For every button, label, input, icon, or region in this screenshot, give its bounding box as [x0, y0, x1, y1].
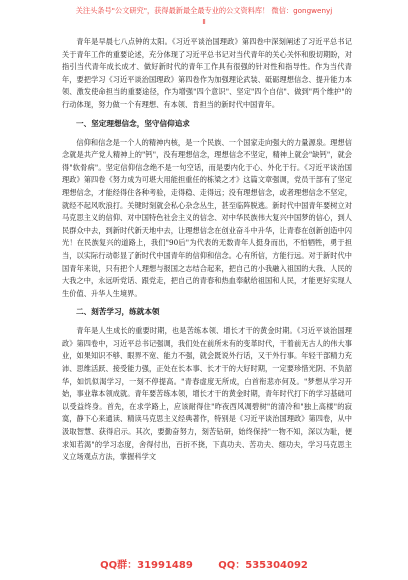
top-banner — [0, 0, 408, 32]
banner-marker: Ⅱ — [202, 17, 206, 26]
banner-promo-text: 关注头条号"公文研究"，获得最新最全最专业的公文资料库！ 微信：gongwenyj — [75, 6, 333, 15]
section-2-paragraph: 青年是人生成长的重要时期，也是苦练本领、增长才干的黄金时期。《习近平谈治国理政》第四卷中，习近平总书记强调，我们处在前所未有的变革时代，干着前无古人的伟大事业，如果知识不够、眼界不宽、能力不强，就会既说外行话，又干外行事。年轻干部精力充沛、思维活跃、接受能力强，正处在长本事、长才干的大好时期，一定要珍惜光阴、不负韶华，如饥似渴学习，一刻不停提高。"青春虚度无所成，白首衔悲亦何及。"梦想从学习开始，事业靠本领成就。青年要苦练本领，增长才干的黄金时期，青年时代打下的学习基础可以受益终身。首先，在求学路上，应该耐得住"昨夜西风凋碧树"的清冷和"独上高楼"的寂寞，静下心来通读、精读马克思主义经典著作，特别是《习近平谈治国理政》第四卷，从中汲取智慧、获得启示。其次，要勤奋努力，刻苦钻研，始终保持"一物不知，深以为耻，便求知若渴"的学习态度，舍得付出，百折不挠，下真功夫、苦功夫、细功夫，学习马克思主义立场观点方法，掌握科学文 — [62, 326, 352, 462]
footer-qq: QQ：535304092 — [218, 560, 308, 571]
footer-qq-group: QQ群：31991489 — [100, 560, 193, 571]
document-body — [62, 36, 352, 469]
section-1-paragraph: 信仰和信念是一个人的精神内核，是一个民族、一个国家走向强大的力量源泉。理想信念就是共产党人精神上的"钙"，没有理想信念，理想信念不坚定，精神上就会"缺钙"，就会得"软骨病"。坚定信仰信念绝不是一句空话，而是要内化于心、外化于行。《习近平谈治国理政》第四卷《努力成为可堪大用能担重任的栋梁之才》这篇文章强调，党员干部有了坚定理想信念，才能经得住各种考验，走得稳、走得远；没有理想信念，或者理想信念不坚定，就经不起风吹浪打。关键时刻就会私心杂念丛生，甚至临阵脱逃。新时代中国青年要树立对马克思主义的信仰、对中国特色社会主义的信念、对中华民族伟大复兴中国梦的信心，到人民群众中去，到新时代新天地中去，让理想信念在创业奋斗中升华，让青春在创新创造中闪光！在民族复兴的道路上，我们"90后"为代表的无数青年人挺身而出，不怕牺牲，勇于担当，以实际行动彰显了新时代中国青年的信仰和信念。心有所信，方能行远。对于新时代中国青年来说，只有把个人理想与报国之志结合起来，把自己的小我融入祖国的大我、人民的大我之中，永远听党话、跟党走，把自己的青春和热血奉献给祖国和人民，才能更好实现人生价值、升华人生境界。 — [62, 137, 352, 298]
section-heading-2: 二、刻苦学习，练就本领 — [76, 307, 160, 317]
section-heading-1: 一、坚定理想信念，坚守信仰追求 — [76, 118, 190, 128]
footer-contact — [0, 560, 408, 572]
intro-paragraph: 青年是早晨七八点钟的太阳。《习近平谈治国理政》第四卷中深刻阐述了习近平总书记关于青年工作的重要论述，充分体现了习近平总书记对当代青年的关心关怀和殷切期盼，对指引当代青年成长成才、做好新时代的青年工作具有很强的针对性和指导性。作为当代青年，要把学习《习近平谈治国理政》第四卷作为加强理论武装、砥砺理想信念、提升能力本领、激发使命担当的重要途径，作为增强"四个意识"、坚定"四个自信"、做到"两个维护"的行动体现，努力做一个有理想、有本领、肯担当的新时代中国青年。 — [62, 37, 352, 109]
